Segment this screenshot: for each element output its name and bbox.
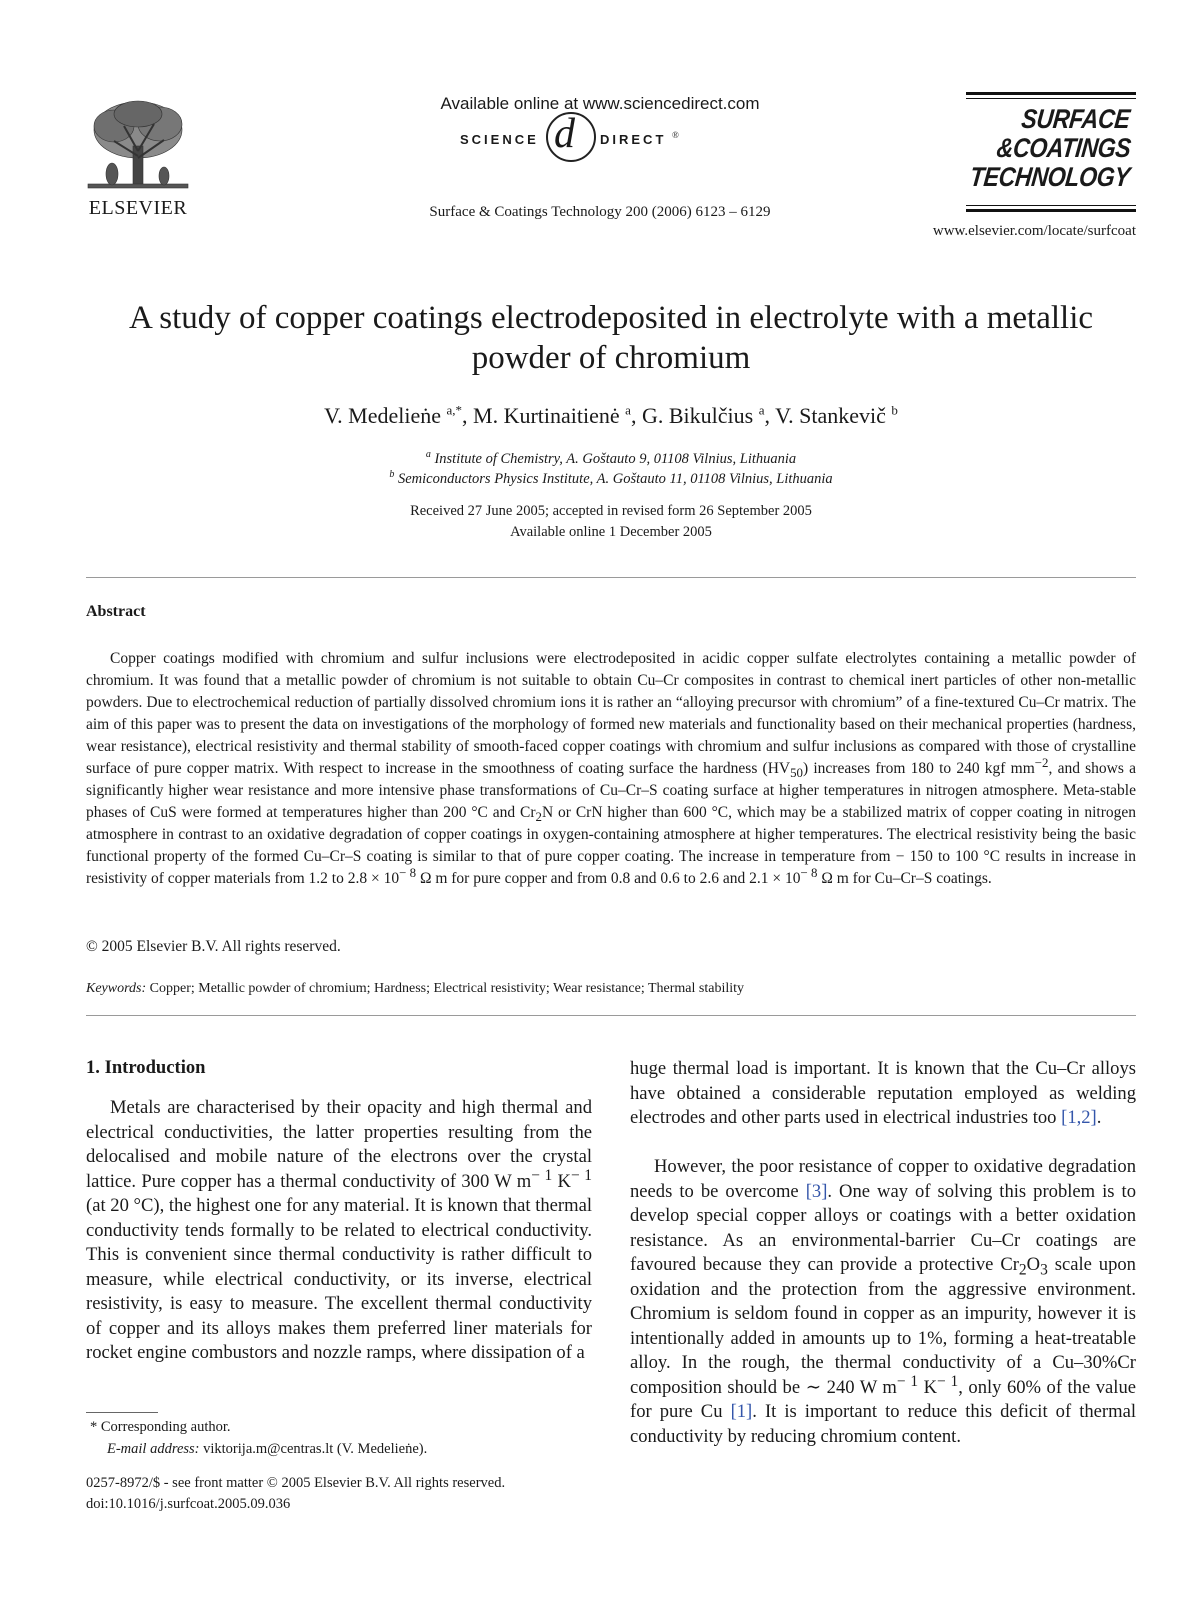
journal-logo-line1: SURFACE bbox=[1020, 104, 1132, 134]
left-column-paragraph: Metals are characterised by their opacity and high thermal and electrical conductivities, the latter properties resulting from the delocalised and mobile nature of the electrons over the crystal lattice. Pure copper has a thermal conductivity of 300 W $m^{- 1}$ $K^{- 1}$ (at 20 °C), the highest one for any material. It is known that thermal conductivity tends formally to be related to electrical conductivity. This is convenient since thermal conductivity is rather difficult to measure, while electrical conductivity, or its inverse, electrical resistivity, is easy to measure. The excellent thermal conductivity of copper and its alloys makes them preferred liner materials for rocket engine combustors and nozzle ramps, where dissipation of a bbox=[86, 1097, 592, 1363]
affiliation-text: Semiconductors Physics Institute, A. Goštauto 11, 01108 Vilnius, Lithuania bbox=[397, 471, 833, 487]
affiliation-b bbox=[86, 471, 1136, 488]
title-line-1: A study of copper coatings electrodeposited in electrolyte with a metallic bbox=[128, 300, 1094, 336]
email-address[interactable]: viktorija.m@centras.lt (V. Medelieṅe). bbox=[199, 1441, 428, 1457]
available-online-text: Available online at www.sciencedirect.com bbox=[440, 94, 760, 113]
sciencedirect-right-text: DIRECT bbox=[600, 132, 667, 147]
available-online-date: Available online 1 December 2005 bbox=[510, 524, 712, 540]
author-affiliation-marker: a bbox=[758, 402, 765, 418]
keywords-label: Keywords: bbox=[86, 981, 147, 996]
reference-link[interactable]: [1] bbox=[730, 1401, 753, 1422]
journal-logo bbox=[966, 92, 1136, 216]
affiliation-marker: a bbox=[425, 449, 431, 461]
divider bbox=[86, 1015, 1136, 1016]
corresponding-author-note: * Corresponding author. bbox=[90, 1419, 231, 1435]
author-affiliation-marker: b bbox=[891, 402, 898, 418]
publisher-name: ELSEVIER bbox=[88, 197, 188, 219]
sciencedirect-d-mark: d bbox=[554, 111, 575, 157]
footnote-divider bbox=[86, 1412, 158, 1413]
affiliation-text: Institute of Chemistry, A. Goštauto 9, 01108 Vilnius, Lithuania bbox=[434, 451, 797, 467]
sciencedirect-left-text: SCIENCE bbox=[460, 132, 539, 147]
keywords-list: Copper; Metallic powder of chromium; Hardness; Electrical resistivity; Wear resistance; Thermal stability bbox=[146, 981, 745, 996]
sciencedirect-registered-mark: ® bbox=[672, 130, 679, 140]
section-heading: 1. Introduction bbox=[86, 1057, 206, 1078]
journal-reference: Surface & Coatings Technology 200 (2006) 6123 – 6129 bbox=[429, 204, 771, 220]
author-name[interactable]: V. Medelieṅe bbox=[324, 403, 441, 428]
author-affiliation-marker: a,* bbox=[446, 402, 463, 418]
journal-logo-line3: TECHNOLOGY bbox=[968, 162, 1132, 192]
author-list: V. Medelieṅe $^{a,*}$, M. Kurtinaitienė $^a$, G. Bikulčius $^a$, V. Stankevič $^b$ bbox=[324, 402, 898, 428]
sciencedirect-logo bbox=[450, 111, 750, 168]
doi-link[interactable]: doi:10.1016/j.surfcoat.2005.09.036 bbox=[86, 1496, 291, 1512]
affiliation-a bbox=[86, 451, 1136, 468]
journal-url-link[interactable]: www.elsevier.com/locate/surfcoat bbox=[932, 223, 1136, 239]
title-line-2: powder of chromium bbox=[471, 340, 751, 376]
right-column-paragraph: However, the poor resistance of copper to oxidative degradation needs to be overcome [3]. One way of solving this problem is to develop special copper alloys or coatings with a better oxidation resistance. As an environmental-barrier Cu–Cr coatings are favoured because they can provide a protective $Cr_2O_3$ scale upon oxidation and the protection from the aggressive environment. Chromium is seldom found in copper as an impurity, however it is intentionally added in amounts up to 1%, forming a heat-treatable alloy. In the rough, the thermal conductivity of a Cu–30%Cr composition should be ∼ 240 W $m^{- 1}$ $K^{- 1}$, only 60% of the value for pure Cu [1]. It is important to reduce this deficit of thermal conductivity by reducing chromium content. bbox=[630, 1156, 1137, 1447]
author-name[interactable]: G. Bikulčius bbox=[641, 403, 754, 428]
article-title bbox=[86, 298, 1136, 378]
abstract-heading: Abstract bbox=[86, 603, 146, 620]
issn-line: 0257-8972/$ - see front matter © 2005 Elsevier B.V. All rights reserved. bbox=[86, 1475, 506, 1491]
email-label: E-mail address: bbox=[107, 1441, 200, 1457]
abstract-copyright: © 2005 Elsevier B.V. All rights reserved. bbox=[86, 938, 341, 955]
divider bbox=[86, 577, 1136, 578]
reference-link[interactable]: [1,2] bbox=[1061, 1107, 1097, 1128]
right-column-paragraph: huge thermal load is important. It is known that the Cu–Cr alloys have obtained a considerable reputation employed as welding electrodes and other parts used in electrical industries too [1,2]. bbox=[630, 1058, 1136, 1128]
author-name[interactable]: V. Stankevič bbox=[775, 403, 886, 428]
author-affiliation-marker: a bbox=[625, 402, 631, 418]
received-dates: Received 27 June 2005; accepted in revised form 26 September 2005 bbox=[410, 503, 812, 519]
reference-link[interactable]: [3] bbox=[805, 1180, 828, 1202]
email-footnote bbox=[107, 1441, 427, 1458]
abstract-text: Copper coatings modified with chromium and sulfur inclusions were electrodeposited in acidic copper sulfate electrolytes containing a metallic powder of chromium. It was found that a metallic powder of chromium is not suitable to obtain Cu–Cr composites in contrast to chemical inert particles of other non-metallic powders. Due to electrochemical reduction of partially dissolved chromium ions it is rather an “alloying precursor with chromium” of a fine-textured Cu–Cr matrix. The aim of this paper was to present the data on investigations of the morphology of formed new materials and functionality based on their mechanical properties (hardness, wear resistance), electrical resistivity and thermal stability of smooth-faced copper coatings with chromium and sulfur inclusions as compared with those of crystalline surface of pure copper matrix. With respect to increase in the smoothness of coating surface the hardness $(HV_{50})$ increases from 180 to 240 kgf $mm^{-2}$, and shows a significantly higher wear resistance and more intensive phase transformations of Cu–Cr–S coating surface at higher temperatures in nitrogen atmosphere. Meta-stable phases of CuS were formed at temperatures higher than 200 °C and $Cr_2N$ or CrN higher than 600 °C, which may be a stabilized matrix of copper coating in nitrogen atmosphere in contrast to an oxidative degradation of copper coatings in oxygen-containing atmosphere at higher temperatures. The electrical resistivity being the basic functional property of the formed Cu–Cr–S coating is similar to that of pure copper coating. The increase in temperature from − 150 to 100 °C results in increase in resistivity of copper materials from 1.2 to $2.8 \times 10^{- 8}$ Ω m for pure copper and from 0.8 and 0.6 to 2.6 and $2.1 \times 10^{- 8}$ Ω m for Cu–Cr–S coatings. bbox=[86, 650, 1136, 887]
affiliation-marker: b bbox=[389, 469, 395, 481]
journal-logo-line2: &COATINGS bbox=[994, 133, 1132, 163]
keywords bbox=[86, 981, 1136, 997]
author-name[interactable]: M. Kurtinaitienė bbox=[473, 403, 620, 428]
